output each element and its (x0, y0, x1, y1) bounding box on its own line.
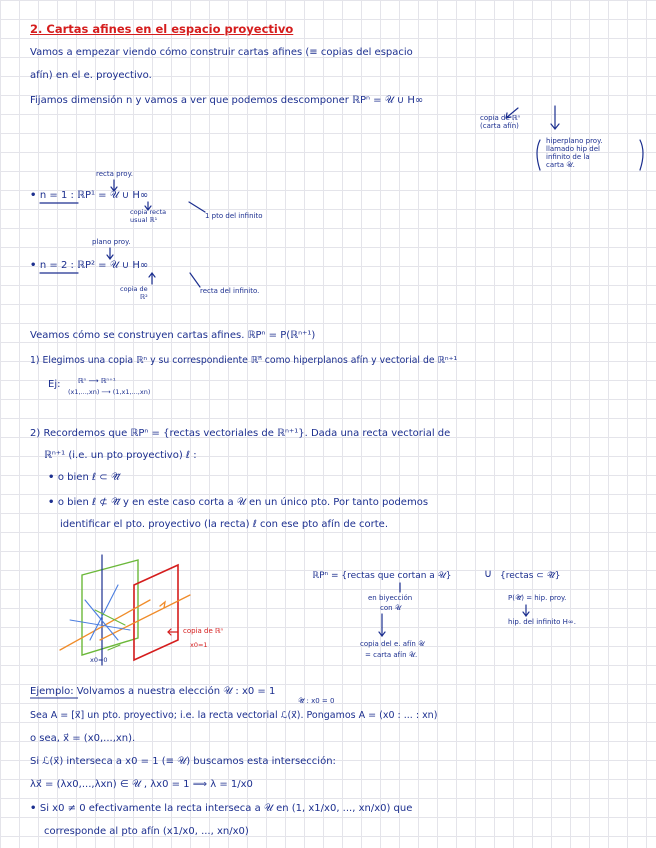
copia-label-2: (carta afín) (480, 122, 519, 130)
rp-eq-left: ℝPⁿ = {rectas que cortan a 𝒰} (312, 571, 452, 581)
ejemplo-line-4: Si ℒ(x⃗) interseca a x0 = 1 (≡ 𝒰) buscamos esta intersección: (30, 756, 336, 767)
vector-hyperplane (82, 560, 138, 655)
diagram-x0-1: x0=1 (190, 641, 208, 649)
bullet-1: • o bien ℓ ⊂ 𝒰⃗ (48, 472, 120, 483)
n1-copia-2: usual ℝ¹ (130, 216, 158, 224)
ejemplo-label: Ej: (48, 379, 61, 390)
hiper-label-4: carta 𝒰. (546, 161, 575, 169)
n2-equation: • n = 2 : ℝP² = 𝒰 ∪ H∞ (30, 260, 149, 271)
diagram-x0-0: x0=0 (90, 656, 108, 664)
copia-afin-2: = carta afín 𝒰. (365, 651, 418, 659)
biyeccion-1: en biyección (368, 594, 413, 602)
axis-orange-2 (100, 595, 190, 640)
diagram-copia-label: copia de ℝⁿ (183, 627, 224, 635)
n2-copia-2: ℝ² (140, 293, 148, 301)
n1-recta-label: recta proy. (96, 170, 133, 178)
copia-arrow (506, 108, 518, 118)
n1-pto-infinito: 1 pto del infinito (205, 212, 263, 220)
line-blue-2 (90, 585, 118, 640)
hip-infinito: hip. del infinito H∞. (508, 618, 576, 626)
hip-proy: P(𝒰⃗) = hip. proy. (508, 594, 567, 602)
rp-eq-right: {rectas ⊂ 𝒰⃗} (500, 571, 561, 581)
hiper-paren-left (537, 140, 540, 170)
hiper-label-3: infinito de la (546, 153, 590, 161)
ejemplo-line-2: Sea A = [x⃗] un pto. proyectivo; i.e. la recta vectorial ℒ(x⃗). Pongamos A = (x0 : ... : xn) (30, 710, 438, 721)
ejemplo-map-2: (x1,...,xn) ⟶ (1,x1,...,xn) (68, 388, 151, 396)
ejemplo-line-7: corresponde al pto afín (x1/x0, ..., xn/x0) (44, 826, 249, 837)
intro-line-1: Vamos a empezar viendo cómo construir cartas afines (≡ copias del espacio (30, 47, 413, 58)
n2-recta-arrow (190, 273, 200, 287)
construccion-step-2-line-1: 2) Recordemos que ℝPⁿ = {rectas vectoriales de ℝⁿ⁺¹}. Dada una recta vectorial de (30, 428, 451, 439)
ejemplo-line-6: • Si x0 ≠ 0 efectivamente la recta interseca a 𝒰 en (1, x1/x0, ..., xn/x0) que (30, 803, 413, 814)
rp-union: ∪ (484, 567, 493, 580)
hiper-paren-right (640, 140, 643, 170)
hiper-label-1: hiperplano proy. (546, 137, 603, 145)
ejemplo-line-3: o sea, x⃗ = (x0,...,xn). (30, 733, 136, 744)
construccion-line-1: Veamos cómo se construyen cartas afines. ℝPⁿ = P(ℝⁿ⁺¹) (30, 330, 316, 341)
construccion-step-2-line-2: ℝⁿ⁺¹ (i.e. un pto proyectivo) ℓ : (44, 450, 197, 461)
copia-afin-1: copia del e. afín 𝒰 (360, 640, 425, 648)
n1-copia-1: copia recta (130, 208, 167, 216)
n1-pto-arrow (189, 202, 205, 212)
bullet-2-cont: identificar el pto. proyectivo (la recta) ℓ con ese pto afín de corte. (60, 519, 389, 530)
construccion-step-1: 1) Elegimos una copia ℝⁿ y su correspondiente ℝⁿ⃗ como hiperplanos afín y vectorial de ℝⁿ⁺¹ (30, 355, 458, 366)
intro-line-2: afín) en el e. proyectivo. (30, 70, 152, 81)
intro-line-3: Fijamos dimensión n y vamos a ver que podemos descomponer ℝPⁿ = 𝒰 ∪ H∞ (30, 95, 424, 106)
n1-equation: • n = 1 : ℝP¹ = 𝒰 ∪ H∞ (30, 190, 149, 201)
n2-copia-1: copia de (120, 285, 148, 293)
hiper-label-2: llamado hip del (546, 145, 600, 153)
bullet-2: • o bien ℓ ⊄ 𝒰⃗ y en este caso corta a 𝒰 en un único pto. Por tanto podemos (48, 497, 429, 508)
ejemplo-line-1: Ejemplo: Volvamos a nuestra elección 𝒰 : x0 = 1 (30, 686, 276, 697)
ejemplo-line-1b: 𝒰⃗ : x0 = 0 (298, 697, 335, 705)
copia-label-1: copia de ℝⁿ (480, 114, 521, 122)
page-title: 2. Cartas afines en el espacio proyectivo (30, 22, 294, 36)
n2-plano-label: plano proy. (92, 238, 131, 246)
n2-recta-infinito: recta del infinito. (200, 287, 260, 295)
ejemplo-map-1: ℝⁿ ⟶ ℝⁿ⁺¹ (78, 377, 116, 385)
affine-chart-diagram (60, 555, 190, 665)
ejemplo-line-5: λx⃗ = (λx0,...,λxn) ∈ 𝒰 , λx0 = 1 ⟹ λ = 1/x0 (30, 779, 253, 790)
biyeccion-2: con 𝒰 (380, 604, 402, 612)
